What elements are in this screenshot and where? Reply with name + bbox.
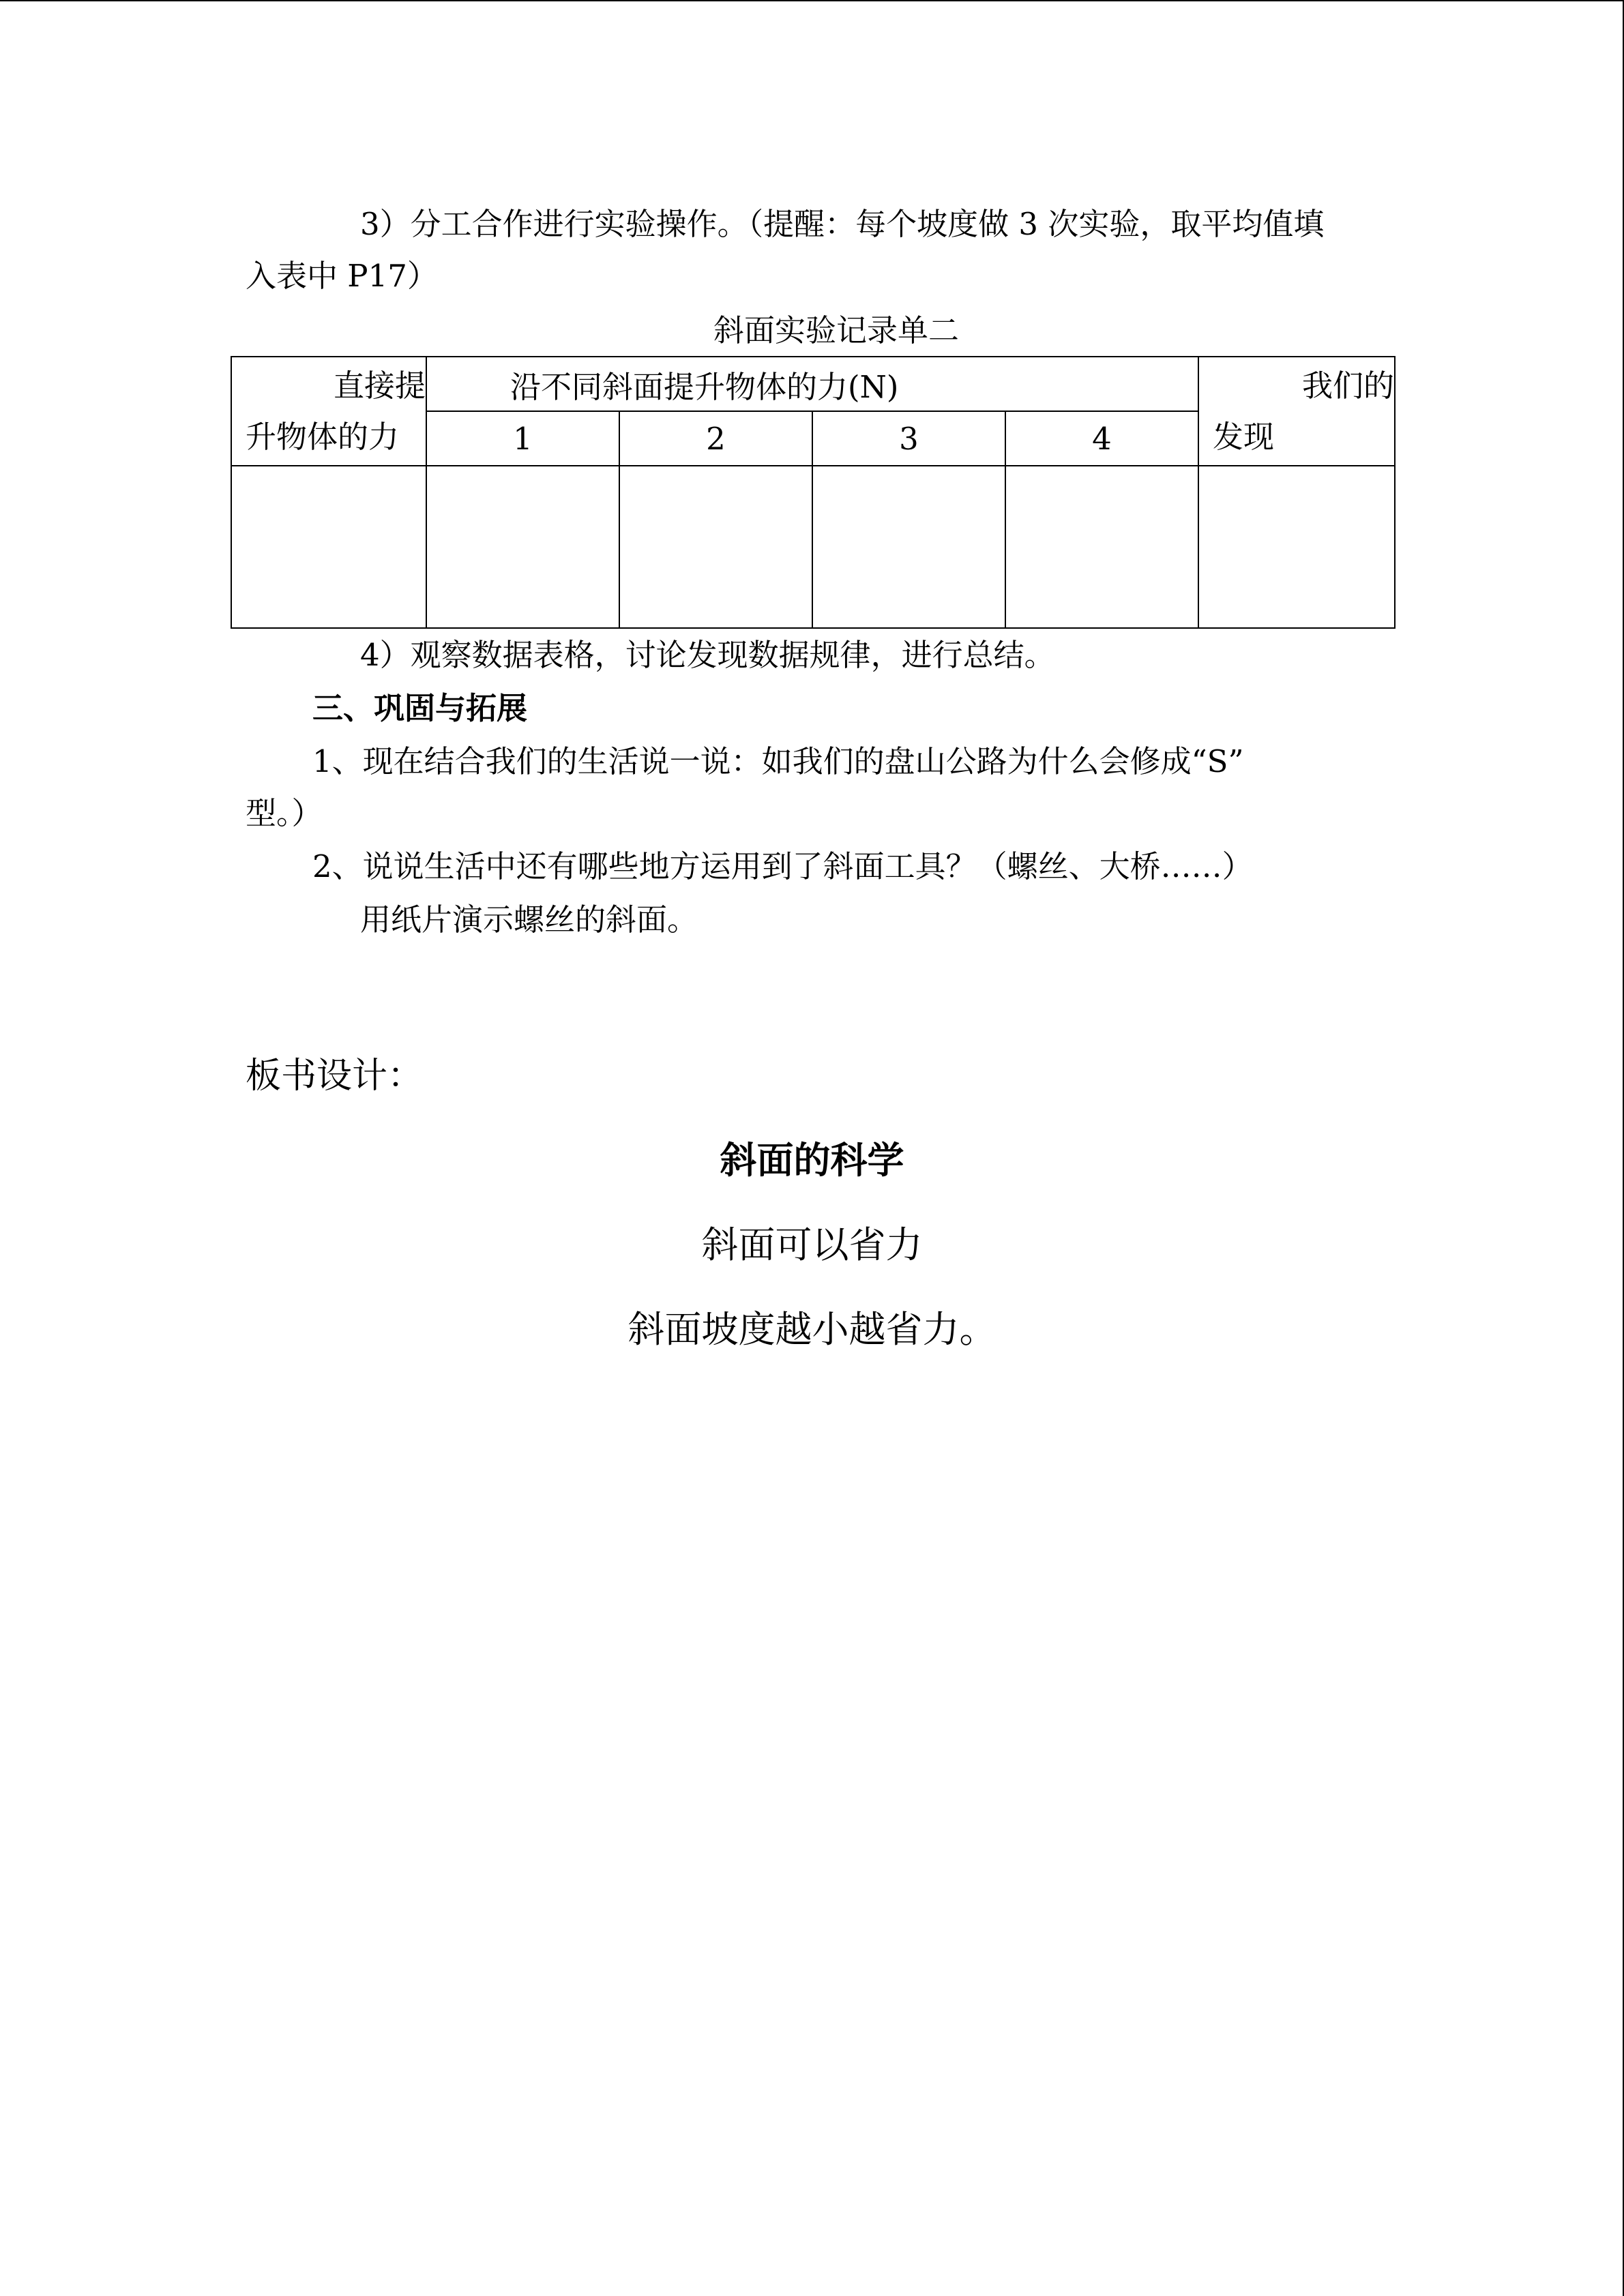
- step4-text: 4）观察数据表格，讨论发现数据规律，进行总结。: [360, 637, 1055, 673]
- board-line2: 斜面坡度越小越省力。: [628, 1308, 996, 1351]
- header-direct-force: [231, 357, 426, 466]
- section3-item2-note: 用纸片演示螺丝的斜面。: [360, 901, 698, 938]
- step3-line2: 入表中 P17）: [246, 258, 438, 294]
- section3-heading: 三、巩固与拓展: [312, 690, 528, 726]
- section3-item1-line1: 1、现在结合我们的生活说一说：如我们的盘山公路为什么会修成“S”: [312, 743, 1244, 779]
- section3-item1-line2: 型。）: [246, 795, 323, 831]
- header-direct-force-line1: 直接提: [333, 368, 426, 404]
- table-row: [231, 466, 1395, 628]
- cell-direct-force[interactable]: [231, 466, 426, 628]
- header-findings-line1: 我们的: [1301, 368, 1394, 404]
- header-slope-1: 1: [426, 411, 619, 466]
- cell-slope-2[interactable]: [619, 466, 812, 628]
- header-slope-4: 4: [1005, 411, 1198, 466]
- header-slope-2: 2: [619, 411, 812, 466]
- cell-slope-3[interactable]: [812, 466, 1005, 628]
- board-title: 斜面的科学: [720, 1139, 904, 1182]
- record-table: [231, 356, 1396, 629]
- header-direct-force-line2: 升物体的力: [246, 419, 400, 455]
- table-caption: 斜面实验记录单二: [713, 312, 960, 348]
- step3-line1: 3）分工合作进行实验操作。（提醒：每个坡度做 3 次实验，取平均值填: [360, 206, 1325, 242]
- header-findings-line2: 发现: [1213, 419, 1275, 455]
- page-top-border: [0, 0, 1624, 1]
- header-slope-3: 3: [812, 411, 1005, 466]
- cell-slope-4[interactable]: [1005, 466, 1198, 628]
- table-header-row: [231, 357, 1395, 411]
- cell-findings[interactable]: [1198, 466, 1395, 628]
- board-label: 板书设计：: [246, 1056, 424, 1097]
- cell-slope-1[interactable]: [426, 466, 619, 628]
- section3-item2: 2、说说生活中还有哪些地方运用到了斜面工具？（螺丝、大桥……）: [312, 848, 1253, 884]
- header-findings: [1198, 357, 1395, 466]
- header-incline-force: 沿不同斜面提升物体的力(N): [426, 357, 1198, 411]
- board-line1: 斜面可以省力: [701, 1223, 923, 1266]
